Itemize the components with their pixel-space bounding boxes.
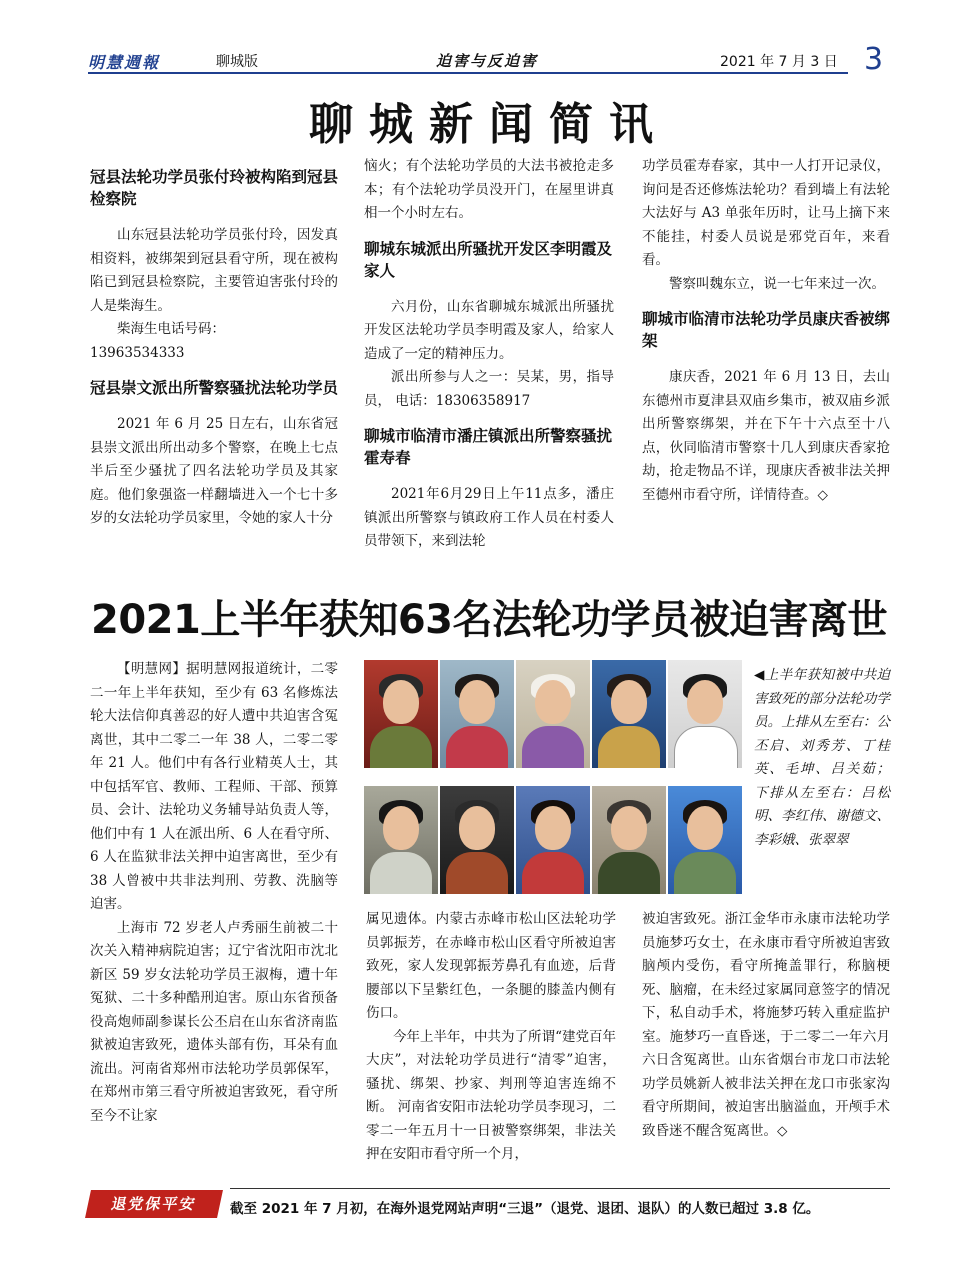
phone-number: 13963534333	[90, 344, 185, 361]
portrait-photo	[516, 786, 590, 894]
feature-headline: 2021上半年获知63名法轮功学员被迫害离世	[91, 597, 887, 643]
article-title: 聊城市临清市法轮功学员康庆香被绑架	[642, 309, 891, 350]
article-paragraph: 今年上半年，中共为了所谓“建党百年大庆”，对法轮功学员进行“清零”迫害，骚扰、绑架、抄家、判刑等迫害连绵不断。 河南省安阳市法轮功学员李现习，二零二一年五月十一日被警察绑架，非法关押在安阳市看守所一个月，	[366, 1028, 616, 1162]
feature-column-2	[366, 908, 616, 1167]
portrait-photo	[592, 660, 666, 768]
article-title: 聊城东城派出所骚扰开发区李明霞及家人	[364, 238, 613, 280]
feature-column-1	[90, 658, 338, 1128]
article-paragraph: 功学员霍寿春家，其中一人打开记录仪，询问是否还修炼法轮功？看到墙上有法轮大法好与 A3 单张年历时，让马上摘下来不能挂，村委人员说是邪党百年，来看看。	[642, 158, 890, 268]
article-paragraph: 2021年6月29日上午11点多，潘庄镇派出所警察与镇政府工作人员在村委人员带领下，来到法轮	[364, 486, 614, 549]
portrait-photo	[592, 786, 666, 894]
article-paragraph: 派出所参与人之一：吴某，男，指导员， 电话：18306358917	[364, 369, 614, 409]
brief-column-3	[642, 155, 890, 507]
section-label: 迫害与反迫害	[436, 52, 539, 70]
article-paragraph: 柴海生电话号码：	[117, 321, 225, 337]
portrait-photo	[668, 786, 742, 894]
footer-badge: 退党保平安	[85, 1190, 223, 1218]
page-number: 3	[864, 42, 884, 77]
article-paragraph: 警察叫魏东立，说一七年来过一次。	[669, 275, 885, 292]
footer-rule	[230, 1188, 890, 1189]
photo-caption: ◀上半年获知被中共迫害致死的部分法轮功学员。上排从左至右：公丕启、刘秀芳、丁桂英、毛坤、吕关茹； 下排从左至右：吕松明、李红伟、谢德文、李彩娥、张翠翠	[754, 667, 890, 848]
article-title: 冠县崇文派出所警察骚扰法轮功学员	[90, 378, 339, 397]
article-paragraph: 山东冠县法轮功学员张付玲，因发真相资料，被绑架到冠县看守所，现在被构陷已到冠县检察院，主要管迫害张付玲的人是柴海生。	[90, 227, 338, 314]
portrait-photo	[440, 660, 514, 768]
brief-column-2	[364, 155, 614, 554]
portrait-photo	[516, 660, 590, 768]
portrait-photo	[364, 660, 438, 768]
footer-text: 截至 2021 年 7 月初，在海外退党网站声明“三退”（退党、退团、退队）的人数已超过 3.8 亿。	[230, 1201, 820, 1217]
article-paragraph: 上海市 72 岁老人卢秀丽生前被二十次关入精神病院迫害；辽宁省沈阳市沈北新区 59 岁女法轮功学员王淑梅，遭十年冤狱、二十多种酷刑迫害。原山东省预备役高炮师副参谋长公丕启在山东省济南监狱被迫害致死，遗体头部有伤，耳朵有血流出。河南省郑州市法轮功学员郭保军，在郑州市第三看守所被迫害致死，看守所至今不让家	[90, 919, 338, 1124]
page-header	[88, 42, 888, 77]
edition-label: 聊城版	[216, 54, 258, 70]
issue-date: 2021 年 7 月 3 日	[720, 54, 838, 70]
header-rule	[88, 72, 848, 74]
article-paragraph: 康庆香，2021 年 6 月 13 日，去山东德州市夏津县双庙乡集市，被双庙乡派出所警察绑架，并在下午十六点至十八点，伙同临清市警察十几人到康庆香家抢劫，抢走物品不详，现康庆香被非法关押至德州市看守所，详情待查。◇	[642, 369, 890, 503]
brief-column-1	[90, 166, 338, 531]
article-title: 冠县法轮功学员张付玲被构陷到冠县检察院	[90, 167, 339, 208]
article-paragraph: 六月份，山东省聊城东城派出所骚扰开发区法轮功学员李明霞及家人，给家人造成了一定的精神压力。	[364, 298, 614, 362]
victim-photo-grid	[364, 660, 744, 898]
newspaper-brand: 明慧週報	[88, 53, 161, 72]
masthead-title: 聊城新闻简讯	[309, 99, 669, 150]
portrait-photo	[364, 786, 438, 894]
article-paragraph: 恼火；有个法轮功学员的大法书被抢走多本；有个法轮功学员没开门，在屋里讲真相一个小时左右。	[364, 158, 614, 221]
article-paragraph: 属见遗体。内蒙古赤峰市松山区法轮功学员郭振芳，在赤峰市松山区看守所被迫害致死，家人发现郭振芳鼻孔有血迹，后背腰部以下呈紫红色，一条腿的膝盖内侧有伤口。	[366, 911, 616, 1021]
article-paragraph: 2021 年 6 月 25 日左右，山东省冠县崇文派出所出动多个警察，在晚上七点半后至少骚扰了四名法轮功学员及其家庭。他们象强盗一样翻墙进入一个七十多岁的女法轮功学员家里，令她的家人十分	[90, 416, 338, 526]
portrait-photo	[668, 660, 742, 768]
article-title: 聊城市临清市潘庄镇派出所警察骚扰霍寿春	[364, 426, 613, 467]
article-paragraph: 【明慧网】据明慧网报道统计，二零二一年上半年获知，至少有 63 名修炼法轮大法信仰真善忍的好人遭中共迫害含冤离世，其中二零二一年 38 人，二零二零年 21 人。他们中有各行业精英人士，其中包括军官、教师、工程师、干部、预算员、会计、法轮功义务辅导站负责人等，他们中有 1 人在派出所、6 人在看守所、6 人在监狱非法关押中迫害离世，至少有 38 人曾被中共非法判刑、劳教、洗脑等迫害。	[90, 661, 338, 912]
feature-column-3	[642, 908, 890, 1143]
portrait-photo	[440, 786, 514, 894]
article-paragraph: 被迫害致死。浙江金华市永康市法轮功学员施梦巧女士，在永康市看守所被迫害致脑颅内受伤，看守所掩盖罪行，称脑梗死、脑瘤，在未经过家属同意签字的情况下，私自动手术，将施梦巧转入重症监护室。施梦巧一直昏迷，于二零二一年六月六日含冤离世。山东省烟台市龙口市法轮功学员姚新人被非法关押在龙口市张家沟看守所期间，被迫害出脑溢血，开颅手术致昏迷不醒含冤离世。◇	[642, 911, 890, 1139]
